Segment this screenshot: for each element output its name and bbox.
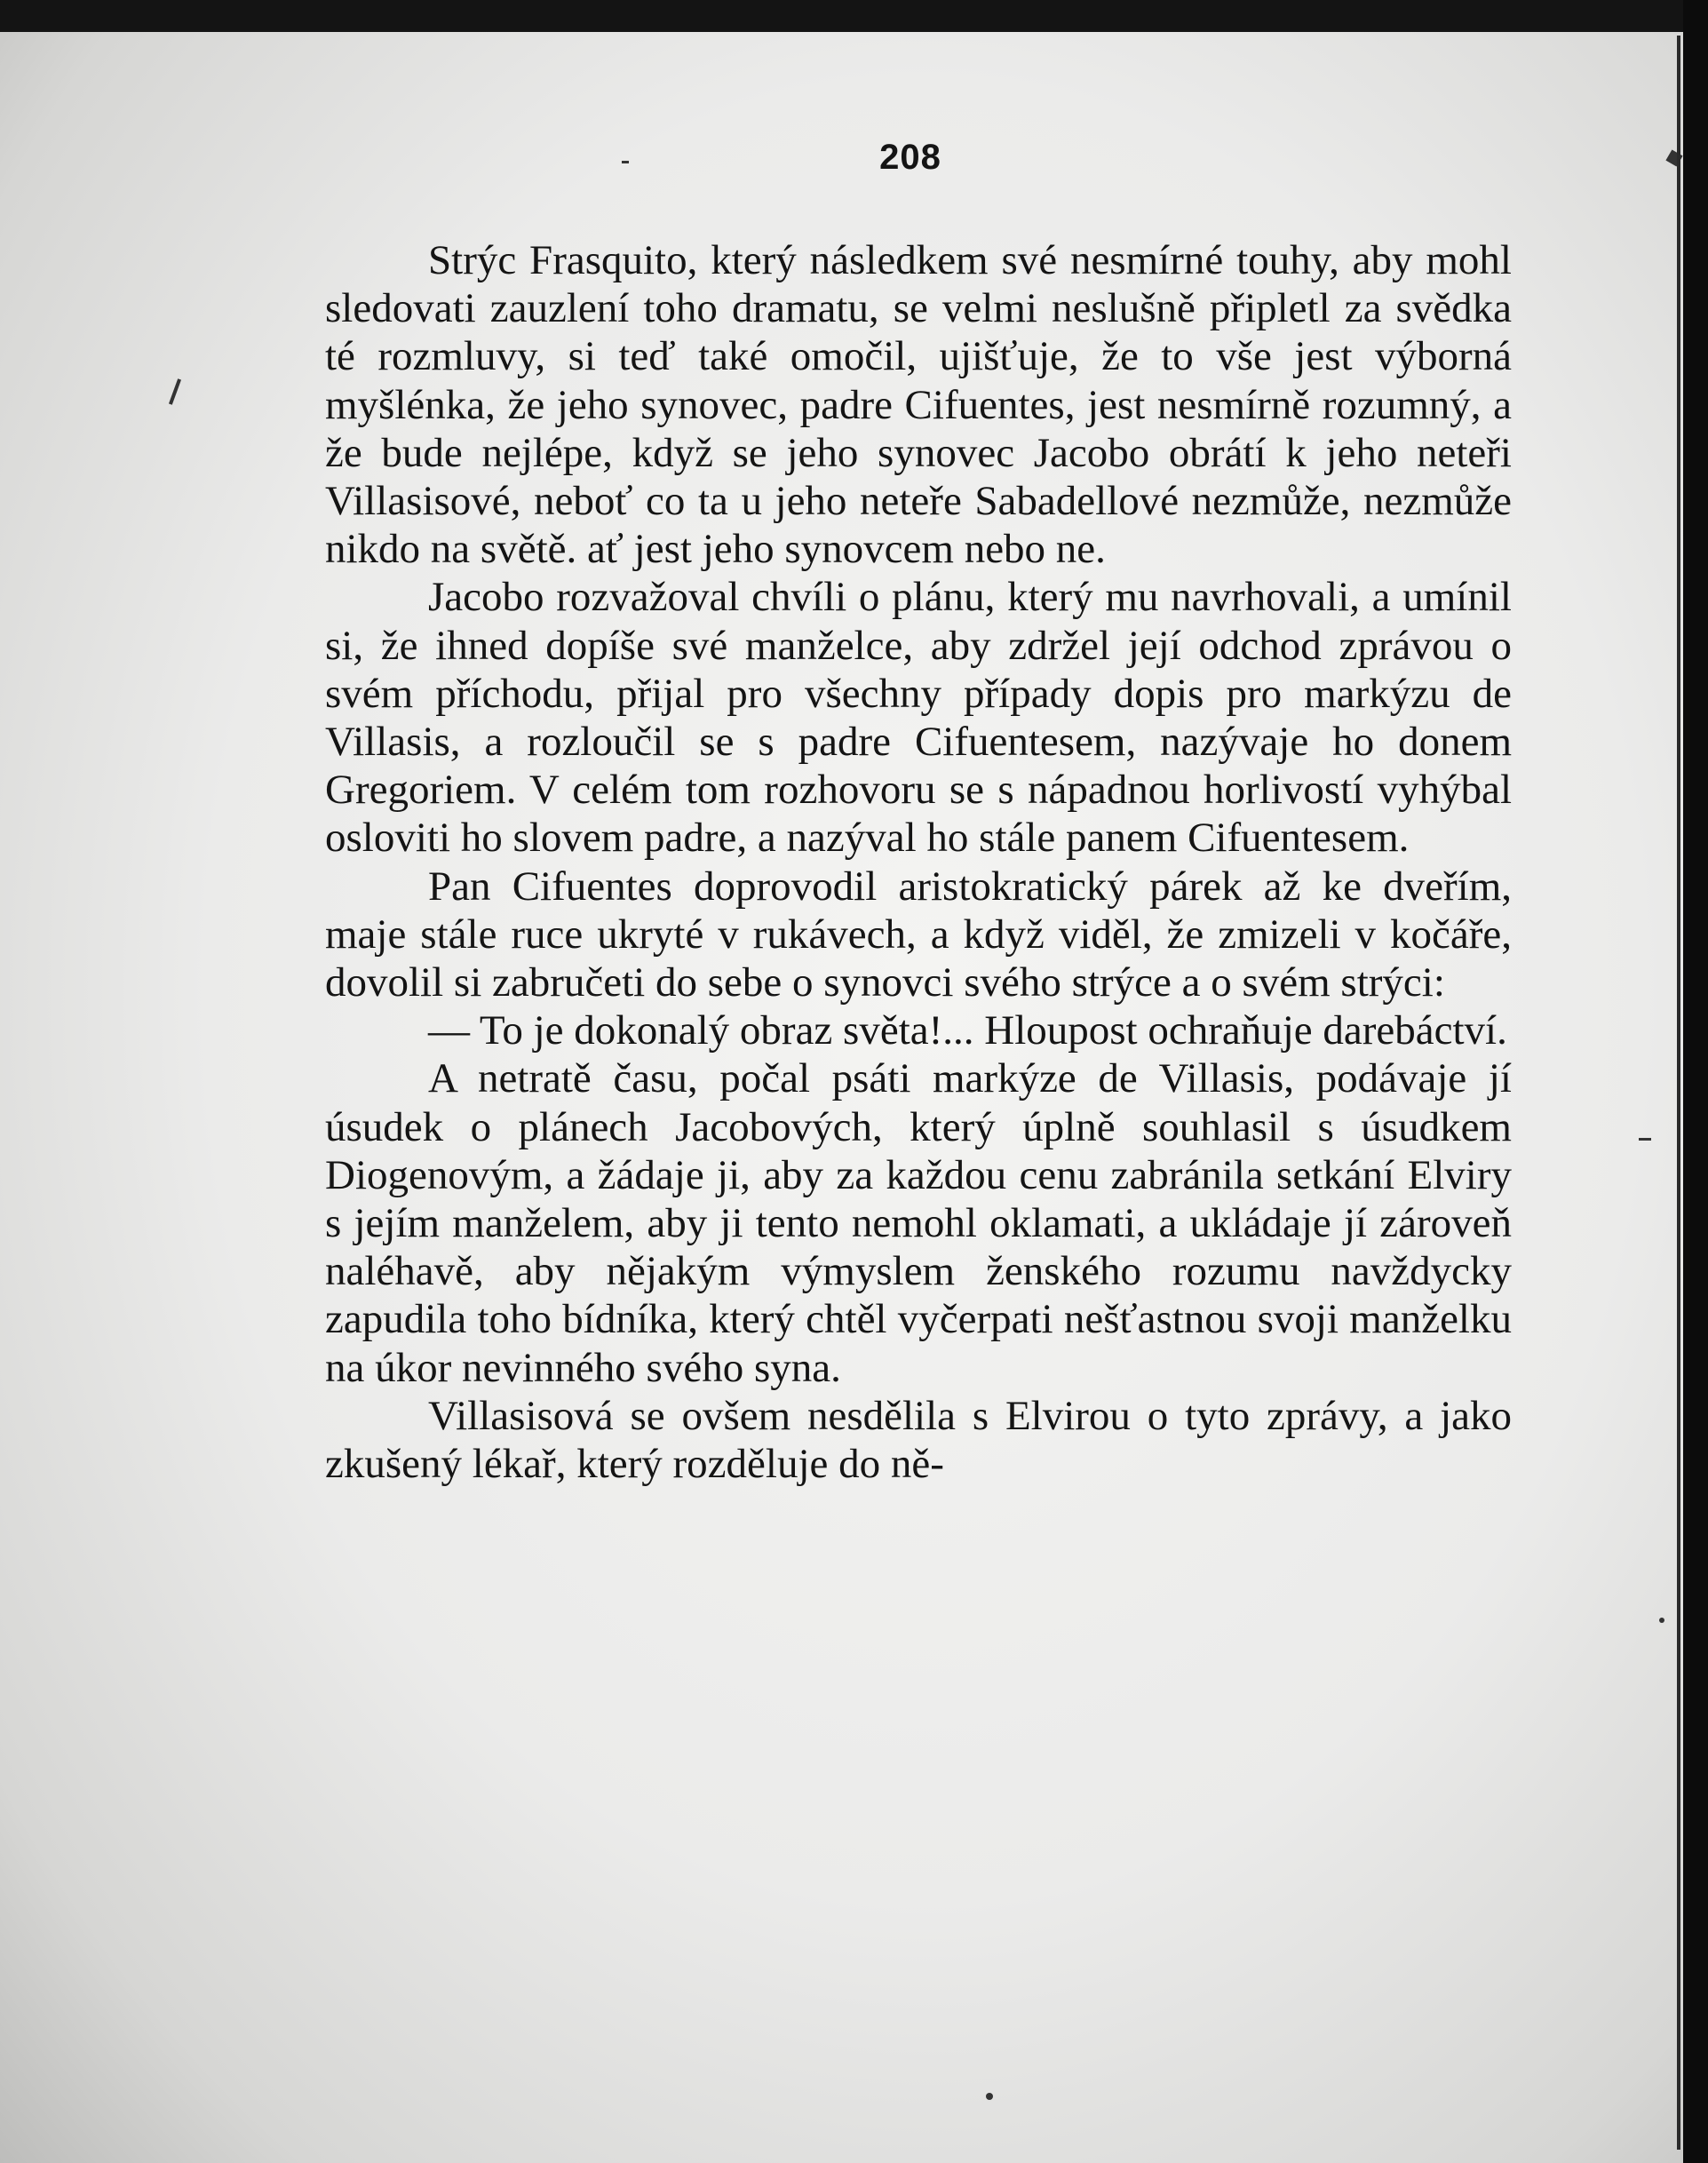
paragraph: Jacobo rozvažoval chvíli o plánu, který mu navrhovali, a umínil si, že ihned dopíše své manželce, aby zdržel její odchod zprávou o svém příchodu, přijal pro všechny případy dopis pro markýzu de Villasis, a rozloučil se s padre Cifuentesem, nazývaje ho donem Gregoriem. V celém tom rozhovoru se s nápadnou horlivostí vyhýbal osloviti ho slovem padre, a nazýval ho stále panem Cifuentesem. (325, 574, 1512, 862)
scan-top-border (0, 0, 1708, 32)
stray-mark (622, 161, 629, 163)
paragraph: — To je dokonalý obraz světa!... Hloupost ochraňuje darebáctví. (428, 1007, 1507, 1054)
page-number: 208 (879, 138, 941, 177)
paragraph: Pan Cifuentes doprovodil aristokratický párek až ke dveřím, maje stále ruce ukryté v rukávech, a když viděl, že zmizeli v kočáře, dovolil si zabručeti do sebe o synovci svého strýce a o svém strýci: (325, 863, 1512, 1006)
page-edge-shadow (1677, 36, 1680, 2150)
paragraph: Strýc Frasquito, který následkem své nesmírné touhy, aby mohl sledovati zauzlení toho dramatu, se velmi neslušně připletl za svědka té rozmluvy, si teď také omočil, ujišťuje, že to vše jest výborná myšlénka, že jeho synovec, padre Cifuentes, jest nesmírně rozumný, a že bude nejlépe, když se jeho synovec Jacobo obrátí k jeho neteři Villasisové, neboť co ta u jeho neteře Sabadellové nezmůže, nezmůže nikdo na světě. ať jest jeho synovcem nebo ne. (325, 237, 1512, 573)
scan-right-border (1683, 0, 1708, 2163)
body-text (325, 236, 1512, 1488)
stray-mark (986, 2093, 993, 2100)
stray-mark (1659, 1618, 1664, 1623)
stray-mark (1639, 1138, 1651, 1141)
paragraph: A netratě času, počal psáti markýze de Villasis, podávaje jí úsudek o plánech Jacobových, který úplně souhlasil s úsudkem Diogenovým, a žádaje ji, aby za každou cenu zabránila setkání Elviry s jejím manželem, aby ji tento nemohl oklamati, a ukládaje jí zároveň naléhavě, aby nějakým výmyslem ženského rozumu navždycky zapudila toho bídníka, který chtěl vyčerpati nešťastnou svoji manželku na úkor nevinného svého syna. (325, 1055, 1512, 1391)
paragraph: Villasisová se ovšem nesdělila s Elvirou o tyto zprávy, a jako zkušený lékař, který rozděluje do ně- (325, 1392, 1512, 1488)
stray-mark (169, 378, 181, 405)
